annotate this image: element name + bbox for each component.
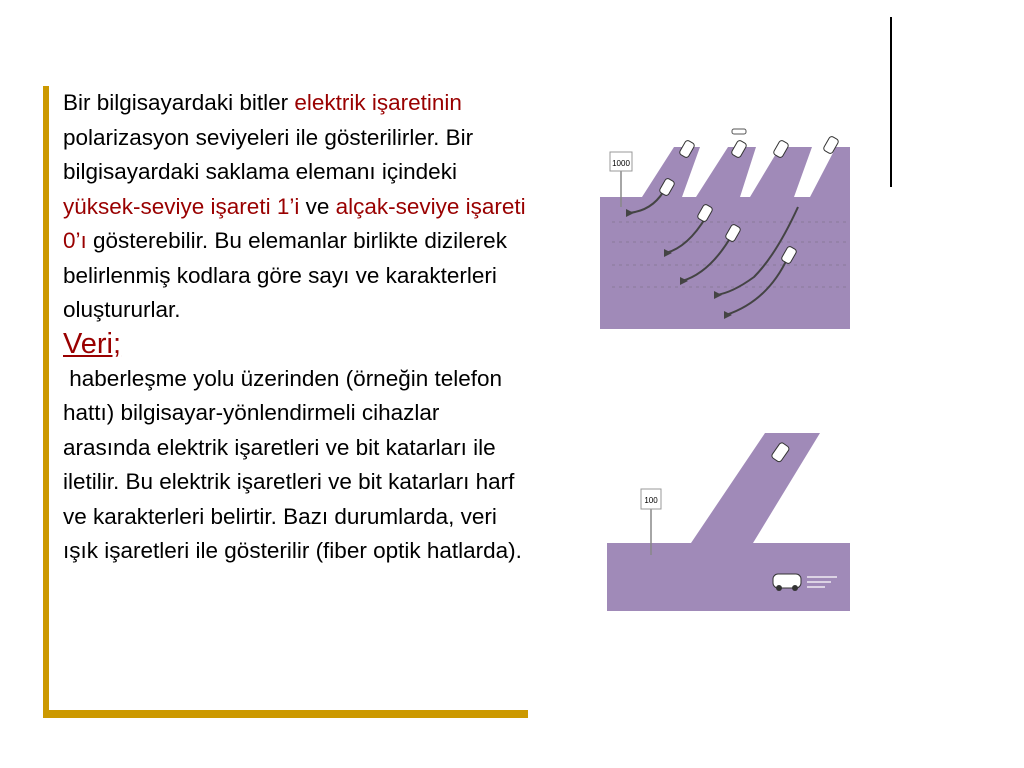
accent-bar-bottom: [43, 710, 528, 718]
highlight-high-level: yüksek-seviye işareti 1’i: [63, 193, 300, 219]
divider-line: [890, 17, 892, 187]
svg-text:100: 100: [644, 496, 658, 505]
text-run: ve: [299, 193, 336, 219]
road-surface: [607, 433, 850, 611]
svg-text:1000: 1000: [612, 159, 630, 168]
road-surface: [600, 147, 850, 329]
parallel-lanes-illustration: [600, 125, 852, 329]
body-text: [63, 86, 533, 569]
single-lane-illustration: [607, 433, 850, 611]
paragraph-data: haberleşme yolu üzerinden (örneğin telefon hattı) bilgisayar-yönlendirmeli cihazlar arasında elektrik işaretleri ve bit katarları ile iletilir. Bu elektrik işaretleri ve bit katarları harf ve karakterleri belirtir. Bazı durumlarda, veri ışık işaretleri ile gösterilir (fiber optik hatlarda).: [63, 365, 522, 563]
highlight-low-level: alçak-seviye işareti 0’ı: [63, 193, 526, 253]
text-run: gösterebilir. Bu elemanlar birlikte dizilerek belirlenmiş kodlara göre sayı ve karakterleri oluştururlar.: [63, 228, 507, 322]
accent-bar-left: [43, 86, 49, 718]
text-run: Bir bilgisayardaki bitler: [63, 90, 295, 115]
text-run: polarizasyon seviyeleri ile gösterilirler. Bir bilgisayardaki saklama elemanı içindeki: [63, 124, 474, 184]
paragraph-bits: [63, 86, 533, 328]
veri-heading: Veri;: [63, 327, 122, 360]
highlight-electric-signal: elektrik işaretinin: [294, 90, 462, 115]
